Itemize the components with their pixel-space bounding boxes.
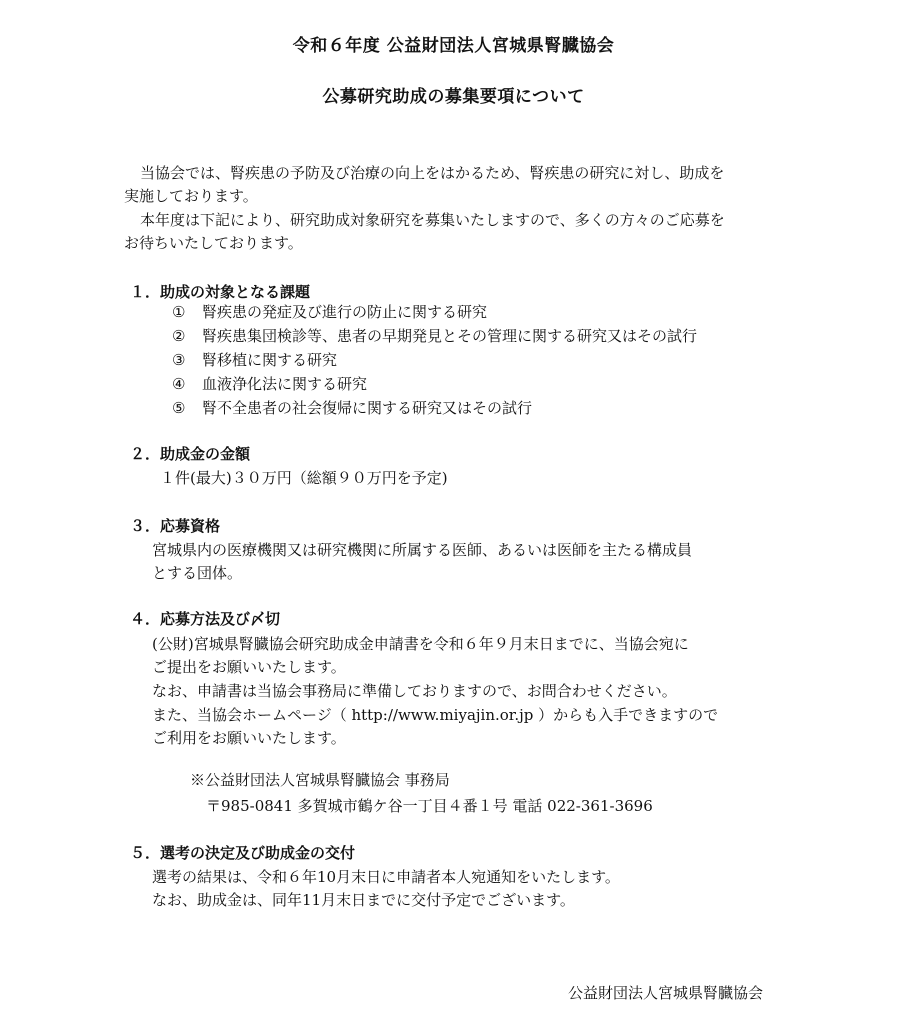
intro-line-1: 当協会では、腎疾患の予防及び治療の向上をはかるため、腎疾患の研究に対し、助成を [140,164,725,182]
office-address: 〒985-0841 多賀城市鶴ケ谷一丁目４番１号 電話 022-361-3696 [206,797,653,815]
application-line-4: また、当協会ホームページ（ http://www.miyajin.or.jp ）からも入手できますので [152,706,719,724]
document-subtitle: 公募研究助成の募集要項について [322,87,585,107]
eligibility-line-2: とする団体。 [152,564,243,582]
intro-line-2: 実施しております。 [124,187,258,205]
list-item [172,350,337,370]
item-text: 腎不全患者の社会復帰に関する研究又はその試行 [202,399,533,417]
eligibility-line-1: 宮城県内の医療機関又は研究機関に所属する医師、あるいは医師を主たる構成員 [152,541,693,559]
item-number: ③ [172,351,186,369]
item-text: 腎疾患集団検診等、患者の早期発見とその管理に関する研究又はその試行 [202,327,698,345]
item-number: ⑤ [172,399,186,417]
grant-amount: １件(最大)３０万円（総額９０万円を予定) [160,469,448,487]
selection-line-1: 選考の結果は、令和６年10月末日に申請者本人宛通知をいたします。 [152,868,620,886]
list-item [172,326,697,346]
section-1-heading: １．助成の対象となる課題 [130,283,311,301]
intro-line-4: お待ちいたしております。 [124,234,303,252]
section-4-heading: ４．応募方法及び〆切 [130,610,281,628]
section-5-heading: ５．選考の決定及び助成金の交付 [130,844,356,862]
item-number: ② [172,327,186,345]
application-line-2: ご提出をお願いいたします。 [152,658,346,676]
section-3-heading: ３．応募資格 [130,517,221,535]
list-item [172,374,367,394]
section-2-heading: ２．助成金の金額 [130,445,251,463]
item-text: 血液浄化法に関する研究 [202,375,368,393]
selection-line-2: なお、助成金は、同年11月末日までに交付予定でございます。 [152,891,575,909]
item-text: 腎疾患の発症及び進行の防止に関する研究 [202,303,488,321]
application-line-5: ご利用をお願いいたします。 [152,729,346,747]
item-number: ④ [172,375,186,393]
list-item [172,398,532,418]
list-item [172,302,487,322]
office-name: ※公益財団法人宮城県腎臓協会 事務局 [190,771,450,789]
application-line-3: なお、申請書は当協会事務局に準備しておりますので、お問合わせください。 [152,682,677,700]
item-text: 腎移植に関する研究 [202,351,338,369]
document-title: 令和６年度 公益財団法人宮城県腎臓協会 [292,36,615,56]
intro-line-3: 本年度は下記により、研究助成対象研究を募集いたしますので、多くの方々のご応募を [140,211,725,229]
item-number: ① [172,303,186,321]
application-line-1: (公財)宮城県腎臓協会研究助成金申請書を令和６年９月末日までに、当協会宛に [152,635,689,653]
signature: 公益財団法人宮城県腎臓協会 [568,984,764,1002]
